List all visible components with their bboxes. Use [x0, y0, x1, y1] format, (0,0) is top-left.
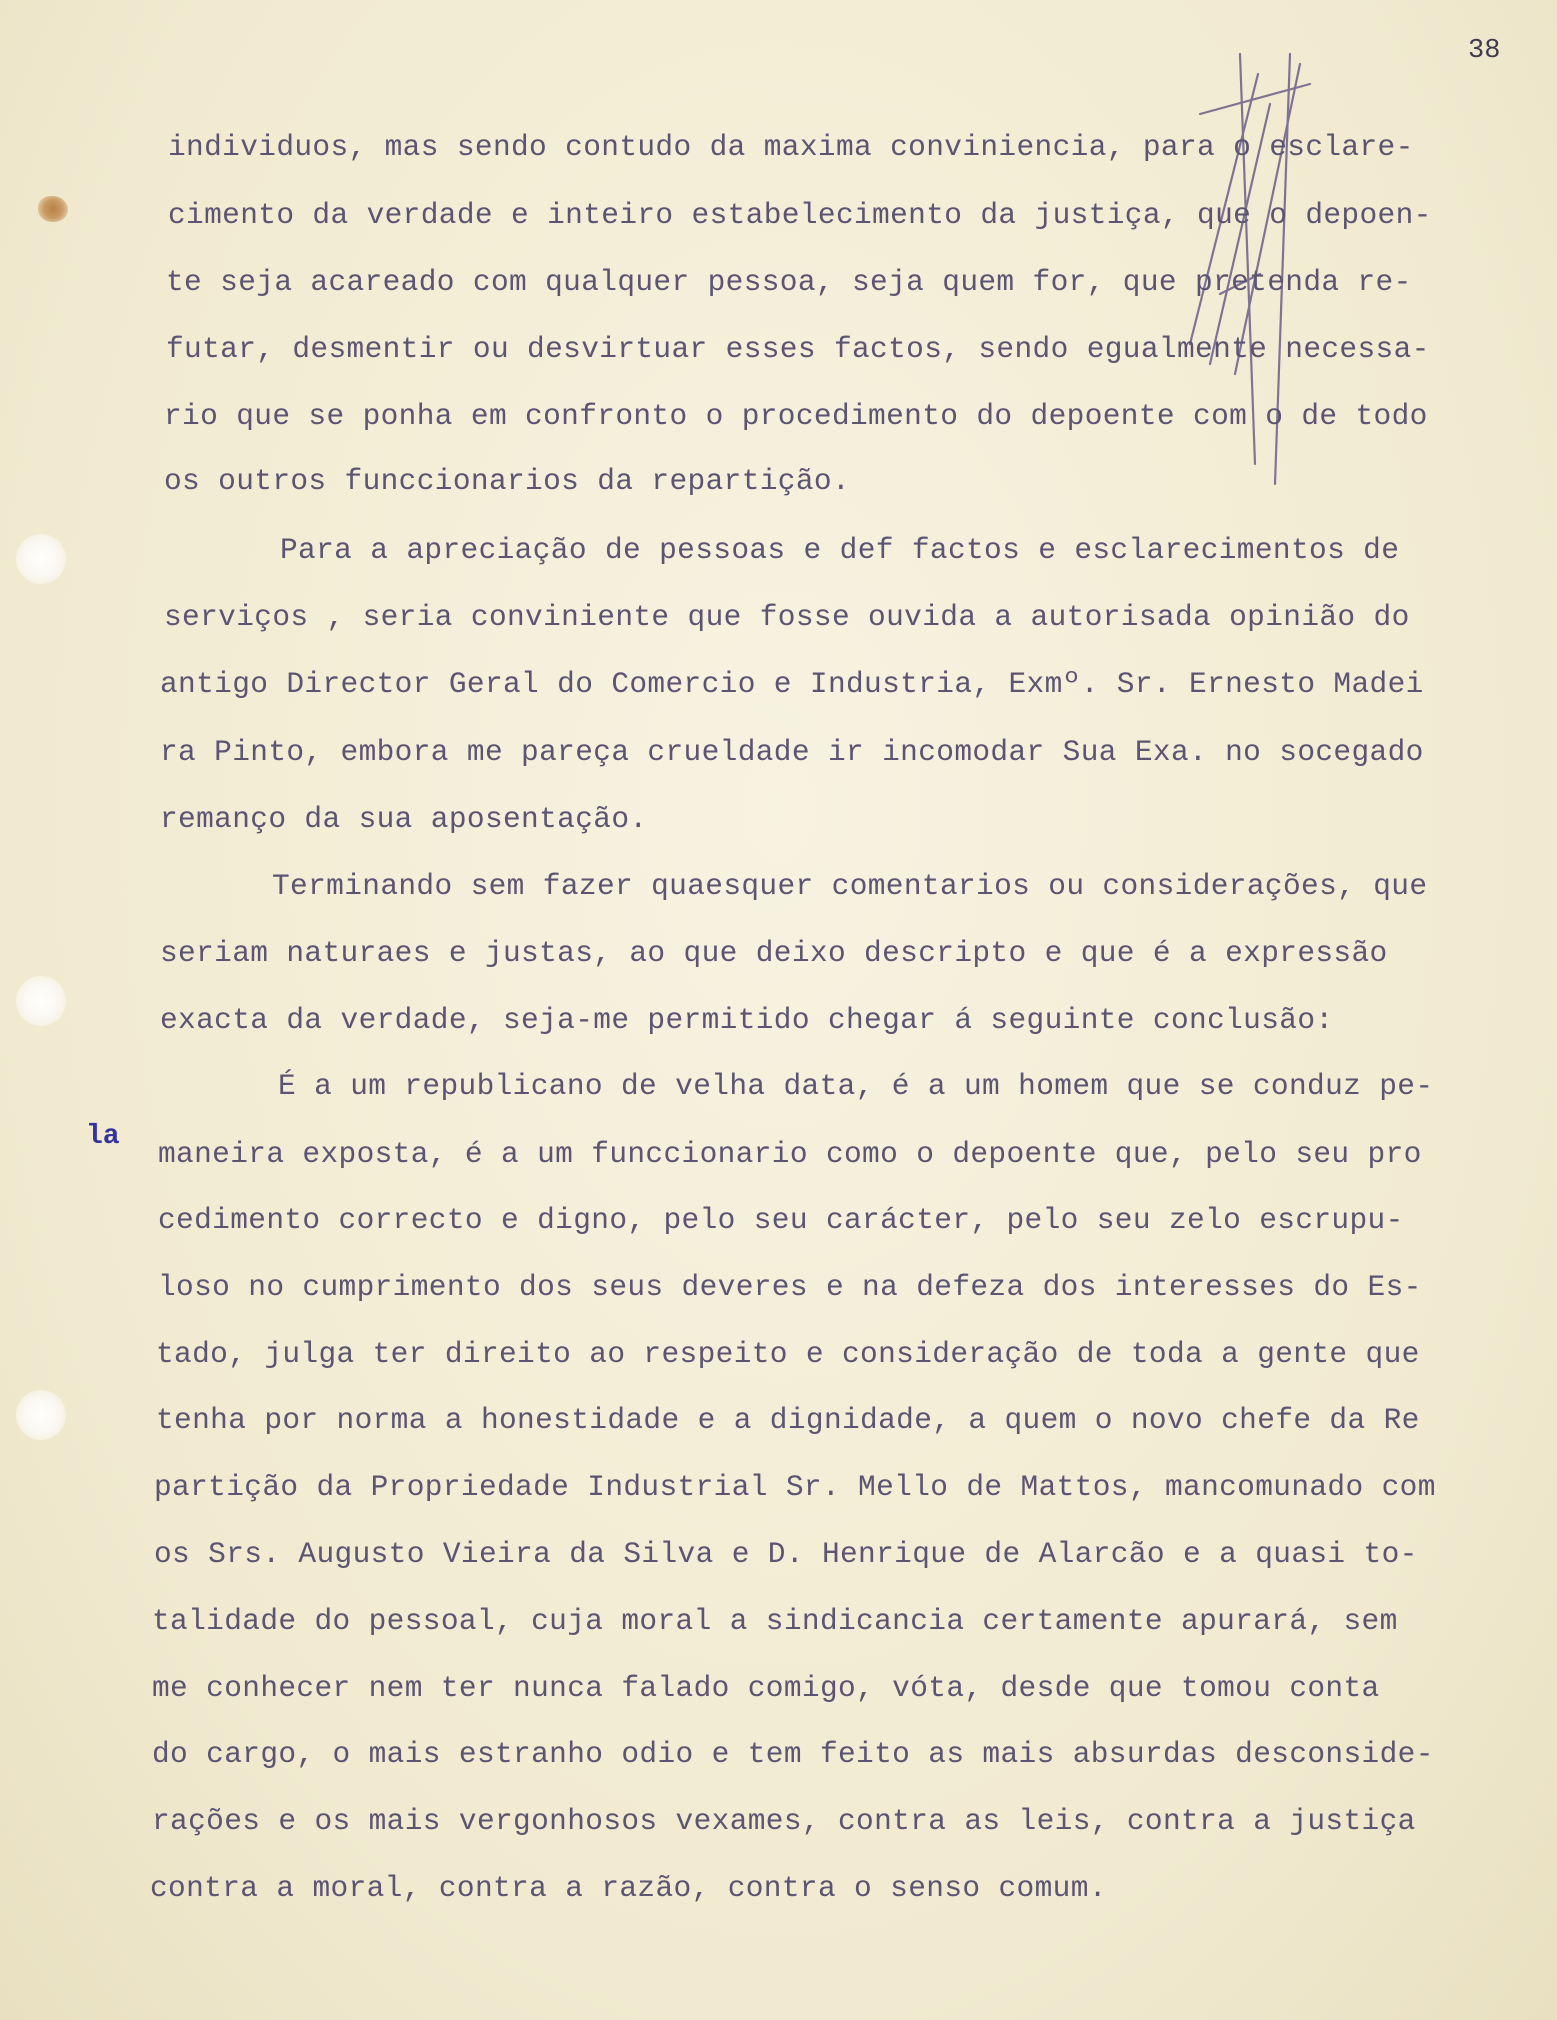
- text-line: tado, julga ter direito ao respeito e consideração de toda a gente que: [156, 1337, 1420, 1371]
- page-number: 38: [1468, 36, 1501, 66]
- text-line: ra Pinto, embora me pareça crueldade ir incomodar Sua Exa. no socegado: [160, 735, 1424, 769]
- text-line: serviços , seria conviniente que fosse ouvida a autorisada opinião do: [164, 600, 1410, 634]
- text-line: antigo Director Geral do Comercio e Industria, Exmº. Sr. Ernesto Madei: [160, 667, 1424, 701]
- text-line: os Srs. Augusto Vieira da Silva e D. Henrique de Alarcão e a quasi to-: [154, 1537, 1418, 1571]
- text-line: remanço da sua aposentação.: [160, 802, 648, 836]
- rust-stain: [38, 196, 68, 222]
- text-line: partição da Propriedade Industrial Sr. Mello de Mattos, mancomunado com: [154, 1470, 1436, 1504]
- punch-hole-middle: [16, 976, 66, 1026]
- text-line: cimento da verdade e inteiro estabelecimento da justiça, que o depoen-: [168, 198, 1432, 232]
- punch-hole-lower: [16, 1390, 66, 1440]
- text-line: rio que se ponha em confronto o procedimento do depoente com o de todo: [164, 399, 1428, 433]
- text-line: me conhecer nem ter nunca falado comigo, vóta, desde que tomou conta: [152, 1671, 1380, 1705]
- margin-annotation: la: [86, 1121, 120, 1152]
- text-line: te seja acareado com qualquer pessoa, seja quem for, que pretenda re-: [166, 265, 1412, 299]
- text-line: Terminando sem fazer quaesquer comentarios ou considerações, que: [272, 869, 1428, 903]
- text-line: individuos, mas sendo contudo da maxima conviniencia, para o esclare-: [168, 130, 1414, 164]
- text-line: talidade do pessoal, cuja moral a sindicancia certamente apurará, sem: [152, 1604, 1398, 1638]
- text-line: futar, desmentir ou desvirtuar esses factos, sendo egualmente necessa-: [166, 332, 1430, 366]
- text-line: cedimento correcto e digno, pelo seu carácter, pelo seu zelo escrupu-: [158, 1203, 1404, 1237]
- text-line: rações e os mais vergonhosos vexames, contra as leis, contra a justiça: [152, 1804, 1416, 1838]
- text-line: Para a apreciação de pessoas e def factos e esclarecimentos de: [280, 533, 1400, 567]
- text-line: tenha por norma a honestidade e a dignidade, a quem o novo chefe da Re: [156, 1403, 1420, 1437]
- text-line: os outros funccionarios da repartição.: [164, 464, 851, 498]
- text-line: seriam naturaes e justas, ao que deixo descripto e que é a expressão: [160, 936, 1388, 970]
- text-line: maneira exposta, é a um funccionario como o depoente que, pelo seu pro: [158, 1137, 1422, 1171]
- text-line: exacta da verdade, seja-me permitido chegar á seguinte conclusão:: [160, 1003, 1334, 1037]
- text-line: loso no cumprimento dos seus deveres e na defeza dos interesses do Es-: [158, 1270, 1422, 1304]
- text-line: do cargo, o mais estranho odio e tem feito as mais absurdas desconside-: [152, 1737, 1434, 1771]
- text-line: É a um republicano de velha data, é a um homem que se conduz pe-: [278, 1069, 1434, 1103]
- text-line: contra a moral, contra a razão, contra o senso comum.: [150, 1871, 1107, 1905]
- punch-hole-top: [16, 534, 66, 584]
